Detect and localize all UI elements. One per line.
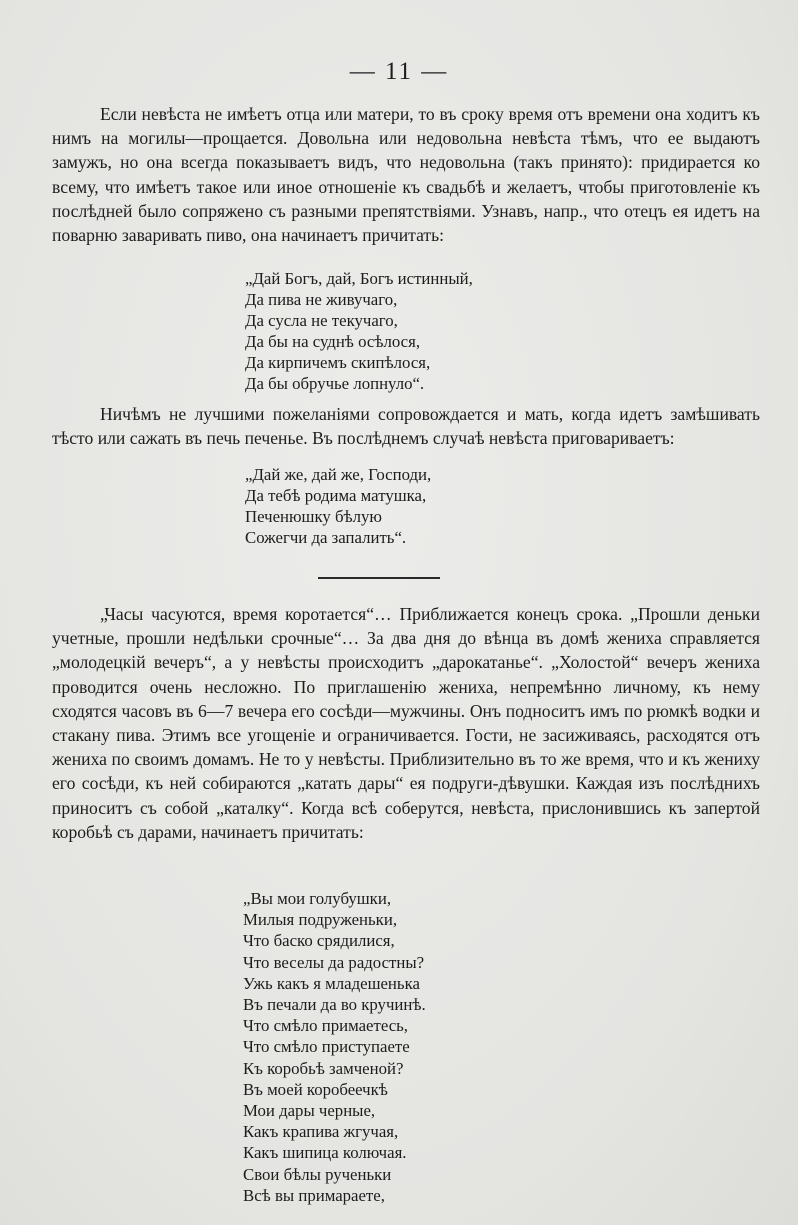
verse-line: Да сусла не текучаго,	[245, 310, 398, 330]
paragraph-3	[52, 602, 760, 844]
verse-line: Какъ шипица колючая.	[243, 1143, 407, 1163]
verse-line: Свои бѣлы рученьки	[243, 1164, 392, 1184]
verse-line: „Вы мои голубушки,	[243, 889, 392, 908]
verse-1	[245, 269, 473, 394]
section-separator	[318, 577, 440, 579]
verse-line: Ужь какъ я младешенька	[243, 973, 420, 993]
verse-line: Какъ крапива жгучая,	[243, 1122, 399, 1142]
verse-3	[243, 888, 426, 1206]
verse-line: Да кирпичемъ скипѣлося,	[245, 352, 431, 372]
verse-line: Милыя подруженьки,	[243, 910, 398, 930]
paragraph-2-text: Ничѣмъ не лучшими пожеланіями сопровождается и мать, когда идетъ замѣшивать тѣсто или сажать въ печь печенье. Въ послѣднемъ случаѣ невѣста приговариваетъ:	[52, 404, 760, 449]
verse-2	[245, 465, 431, 549]
verse-line: Да пива не живучаго,	[245, 289, 398, 309]
verse-line: Что смѣло приступаете	[243, 1037, 410, 1057]
paragraph-1-text: Если невѣста не имѣетъ отца или матери, то въ сроку время отъ времени она ходитъ къ нимъ на могилы—прощается. Довольна или недовольна невѣста тѣмъ, что ее выдаютъ замужъ, но она всегда показываетъ видъ, что недовольна (такъ принято): придирается ко всему, что имѣетъ такое или иное отношеніе къ свадьбѣ и желаетъ, чтобы приготовленіе къ послѣдней было сопряжено съ разными препятствіями. Узнавъ, напр., что отецъ ея идетъ на поварню заваривать пиво, она начинаетъ причитать:	[52, 104, 760, 246]
paragraph-1	[52, 102, 760, 247]
verse-line: Что веселы да радостны?	[243, 952, 425, 972]
verse-line: Къ коробьѣ замченой?	[243, 1058, 404, 1078]
verse-line: Въ печали да во кручинѣ.	[243, 995, 426, 1015]
verse-line: Да тебѣ родима матушка,	[245, 485, 427, 505]
verse-line: Всѣ вы примараете,	[243, 1185, 385, 1205]
verse-line: Что смѣло примаетесь,	[243, 1016, 408, 1036]
verse-line: Печенюшку бѣлую	[245, 506, 382, 526]
verse-line: Да бы обручье лопнуло“.	[245, 373, 425, 393]
verse-line: Въ моей коробеечкѣ	[243, 1079, 388, 1099]
verse-line: Да бы на суднѣ осѣлося,	[245, 331, 421, 351]
verse-line: Сожегчи да запалить“.	[245, 527, 407, 547]
paragraph-2	[52, 402, 760, 450]
paragraph-3-text: „Часы часуются, время коротается“… Приближается конецъ срока. „Прошли деньки учетные, прошли недѣльки срочные“… За два дня до вѣнца въ домѣ жениха справляется „молодецкій вечеръ“, а у невѣсты происходитъ „дарокатанье“. „Холостой“ вечеръ жениха проводится очень несложно. По приглашенію жениха, непремѣнно личному, къ нему сходятся часовъ въ 6—7 вечера его сосѣди—мужчины. Онъ подноситъ имъ по рюмкѣ водки и стакану пива. Этимъ все угощеніе и ограничивается. Гости, не засиживаясь, расходятся отъ жениха по своимъ домамъ. Не то у невѣсты. Приблизительно въ то же время, что и къ жениху его сосѣди, къ ней собираются „катать дары“ ея подруги-дѣвушки. Каждая изъ послѣднихъ приноситъ съ собой „каталку“. Когда всѣ соберутся, невѣста, прислонившись къ запертой коробьѣ съ дарами, начинаетъ причитать:	[52, 604, 760, 842]
verse-line: „Дай Богъ, дай, Богъ истинный,	[245, 269, 473, 288]
verse-line: „Дай же, дай же, Господи,	[245, 465, 432, 484]
verse-line: Что баско срядилися,	[243, 931, 395, 951]
page-number: — 11 —	[349, 58, 449, 85]
verse-line: Мои дары черные,	[243, 1101, 376, 1121]
